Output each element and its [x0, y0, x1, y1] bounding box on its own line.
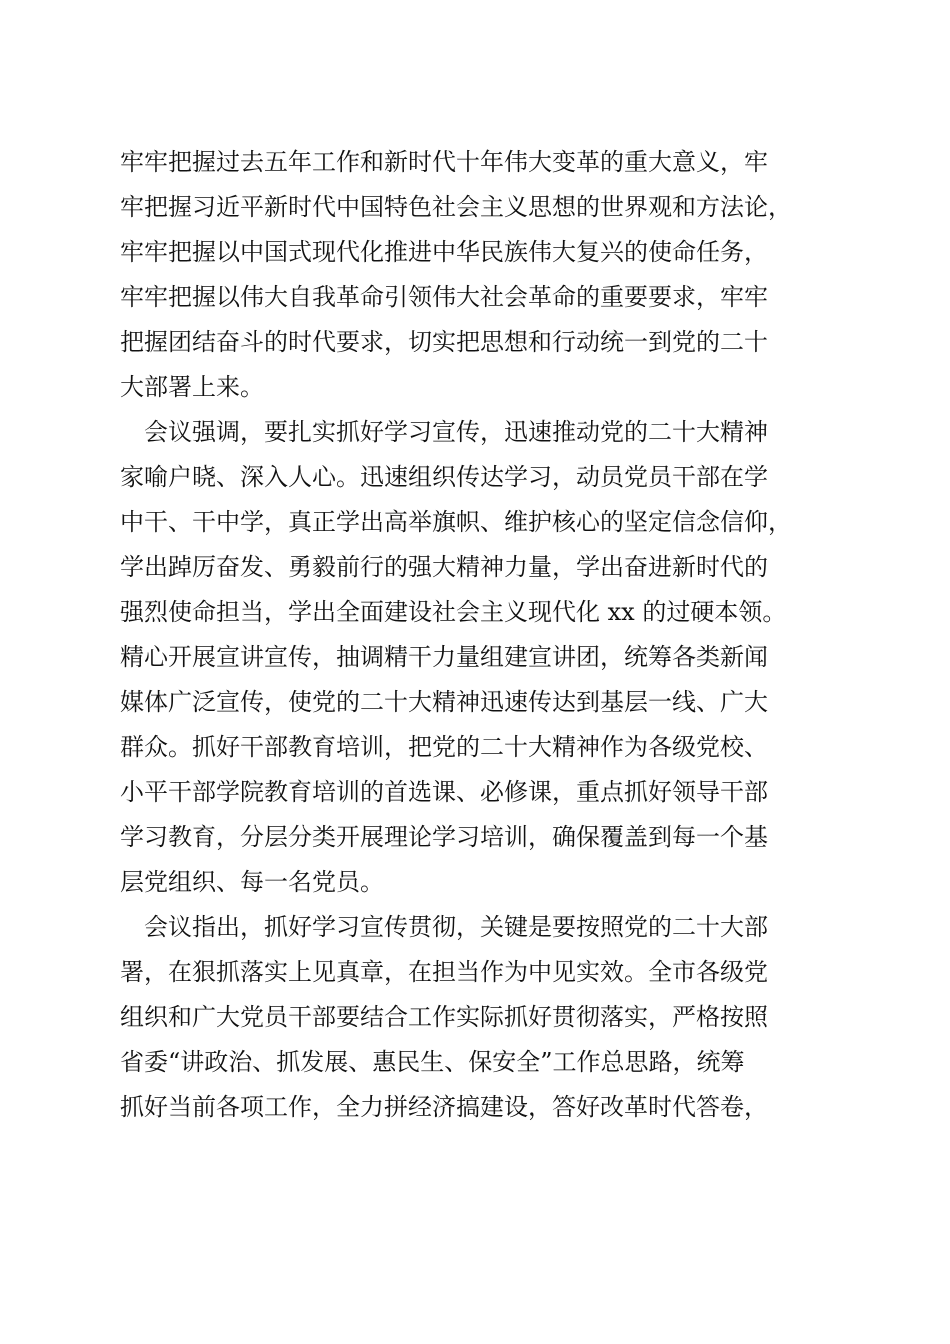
- text-line: 家喻户晓、深入人心。迅速组织传达学习，动员党员干部在学: [120, 463, 768, 491]
- paragraph-1: [120, 140, 832, 410]
- text-line: 学习教育，分层分类开展理论学习培训，确保覆盖到每一个基: [120, 823, 768, 851]
- paragraph-2: [120, 410, 832, 905]
- text-line: 牢牢把握以伟大自我革命引领伟大社会革命的重要要求，牢牢: [120, 283, 768, 311]
- text-line: 学出踔厉奋发、勇毅前行的强大精神力量，学出奋进新时代的: [120, 553, 768, 581]
- text-line: 省委“讲政治、抓发展、惠民生、保安全”工作总思路，统筹: [120, 1048, 745, 1076]
- text-line: 会议指出，抓好学习宣传贯彻，关键是要按照党的二十大部: [120, 913, 768, 941]
- text-line: 精心开展宣讲宣传，抽调精干力量组建宣讲团，统筹各类新闻: [120, 643, 768, 671]
- text-line: 层党组织、每一名党员。: [120, 868, 384, 896]
- text-line: 组织和广大党员干部要结合工作实际抓好贯彻落实，严格按照: [120, 1003, 768, 1031]
- text-line: 群众。抓好干部教育培训，把党的二十大精神作为各级党校、: [120, 733, 768, 761]
- text-line: 中干、干中学，真正学出高举旗帜、维护核心的坚定信念信仰，: [120, 508, 792, 536]
- text-line: 媒体广泛宣传，使党的二十大精神迅速传达到基层一线、广大: [120, 688, 768, 716]
- text-line: 大部署上来。: [120, 373, 264, 401]
- text-line: 把握团结奋斗的时代要求，切实把思想和行动统一到党的二十: [120, 328, 768, 356]
- text-line: 牢牢把握以中国式现代化推进中华民族伟大复兴的使命任务，: [120, 238, 768, 266]
- text-line: 小平干部学院教育培训的首选课、必修课，重点抓好领导干部: [120, 778, 768, 806]
- text-line: 牢牢把握过去五年工作和新时代十年伟大变革的重大意义，牢: [120, 148, 768, 176]
- text-line: 强烈使命担当，学出全面建设社会主义现代化 xx 的过硬本领。: [120, 598, 787, 626]
- text-line: 会议强调，要扎实抓好学习宣传，迅速推动党的二十大精神: [120, 418, 768, 446]
- text-line: 抓好当前各项工作，全力拼经济搞建设，答好改革时代答卷，: [120, 1093, 768, 1121]
- text-line: 牢把握习近平新时代中国特色社会主义思想的世界观和方法论，: [120, 193, 792, 221]
- document-body: [120, 140, 832, 1130]
- paragraph-3: [120, 905, 832, 1130]
- text-line: 署，在狠抓落实上见真章，在担当作为中见实效。全市各级党: [120, 958, 768, 986]
